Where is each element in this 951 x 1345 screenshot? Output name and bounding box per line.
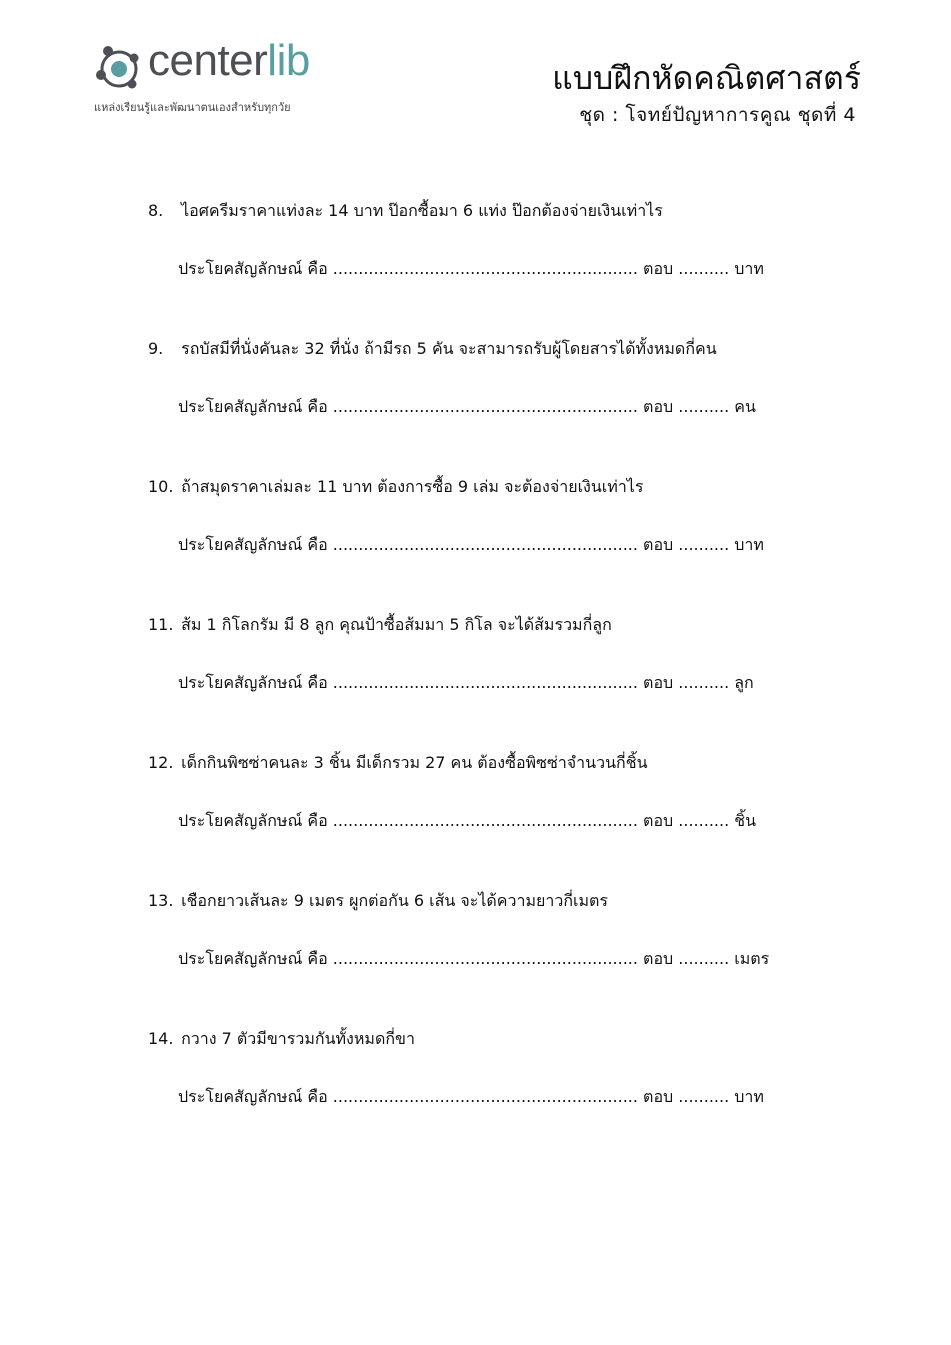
question-item [148, 1024, 848, 1162]
sentence-blank[interactable]: ............................................................ [332, 259, 638, 278]
sentence-blank[interactable]: ............................................................ [332, 1087, 638, 1106]
question-number: 12. [148, 753, 174, 772]
sentence-blank[interactable]: ............................................................ [332, 949, 638, 968]
answer-unit: บาท [734, 1087, 764, 1106]
logo-tagline: แหล่งเรียนรู้และพัฒนาตนเองสำหรับทุกวัย [94, 101, 291, 114]
question-text-line [148, 334, 848, 364]
answer-blank[interactable]: .......... [678, 811, 730, 830]
sentence-blank[interactable]: ............................................................ [332, 535, 638, 554]
question-text: กวาง 7 ตัวมีขารวมกันทั้งหมดกี่ขา [181, 1029, 415, 1048]
sentence-label: ประโยคสัญลักษณ์ คือ [178, 673, 328, 692]
answer-unit: ชิ้น [734, 811, 757, 830]
logo-word-center: center [148, 36, 268, 85]
question-item [148, 610, 848, 748]
question-text: ถ้าสมุดราคาเล่มละ 11 บาท ต้องการซื้อ 9 เล่ม จะต้องจ่ายเงินเท่าไร [181, 477, 644, 496]
answer-unit: เมตร [734, 949, 770, 968]
question-text: ส้ม 1 กิโลกรัม มี 8 ลูก คุณป้าซื้อส้มมา 5 กิโล จะได้ส้มรวมกี่ลูก [181, 615, 612, 634]
answer-label: ตอบ [643, 811, 674, 830]
question-number: 11. [148, 615, 174, 634]
question-item [148, 472, 848, 610]
question-text: รถบัสมีที่นั่งคันละ 32 ที่นั่ง ถ้ามีรถ 5 คัน จะสามารถรับผู้โดยสารได้ทั้งหมดกี่คน [181, 339, 717, 358]
question-number: 10. [148, 477, 174, 496]
molecule-logo-icon [92, 42, 146, 96]
sentence-blank[interactable]: ............................................................ [332, 673, 638, 692]
answer-label: ตอบ [643, 535, 674, 554]
question-number: 8. [148, 201, 164, 220]
sentence-blank[interactable]: ............................................................ [332, 397, 638, 416]
answer-line [178, 944, 848, 974]
question-text: เชือกยาวเส้นละ 9 เมตร ผูกต่อกัน 6 เส้น จะได้ความยาวกี่เมตร [181, 891, 609, 910]
question-text-line [148, 472, 848, 502]
sentence-label: ประโยคสัญลักษณ์ คือ [178, 259, 328, 278]
answer-blank[interactable]: .......... [678, 397, 730, 416]
answer-line [178, 392, 848, 422]
answer-unit: ลูก [734, 673, 754, 692]
answer-line [178, 806, 848, 836]
answer-blank[interactable]: .......... [678, 1087, 730, 1106]
answer-blank[interactable]: .......... [678, 535, 730, 554]
question-item [148, 196, 848, 334]
answer-blank[interactable]: .......... [678, 259, 730, 278]
question-item [148, 334, 848, 472]
sentence-label: ประโยคสัญลักษณ์ คือ [178, 397, 328, 416]
answer-label: ตอบ [643, 259, 674, 278]
question-item [148, 886, 848, 1024]
page-title: แบบฝึกหัดคณิตศาสตร์ [552, 59, 861, 97]
answer-line [178, 254, 848, 284]
question-text-line [148, 748, 848, 778]
centerlib-logo [92, 36, 352, 122]
question-text: ไอศครีมราคาแท่งละ 14 บาท ป๊อกซื้อมา 6 แท่ง ป๊อกต้องจ่ายเงินเท่าไร [181, 201, 663, 220]
sentence-label: ประโยคสัญลักษณ์ คือ [178, 535, 328, 554]
question-number: 13. [148, 891, 174, 910]
answer-blank[interactable]: .......... [678, 949, 730, 968]
sentence-label: ประโยคสัญลักษณ์ คือ [178, 949, 328, 968]
question-text-line [148, 196, 848, 226]
question-number: 9. [148, 339, 164, 358]
logo-wordmark [148, 36, 310, 86]
question-number: 14. [148, 1029, 174, 1048]
answer-label: ตอบ [643, 949, 674, 968]
sentence-blank[interactable]: ............................................................ [332, 811, 638, 830]
question-text-line [148, 1024, 848, 1054]
answer-unit: บาท [734, 259, 764, 278]
question-text-line [148, 610, 848, 640]
sentence-label: ประโยคสัญลักษณ์ คือ [178, 1087, 328, 1106]
answer-unit: บาท [734, 535, 764, 554]
answer-line [178, 530, 848, 560]
question-text-line [148, 886, 848, 916]
logo-word-lib: lib [267, 36, 310, 85]
answer-label: ตอบ [643, 673, 674, 692]
question-list [148, 196, 848, 1162]
question-text: เด็กกินพิซซ่าคนละ 3 ชิ้น มีเด็กรวม 27 คน ต้องซื้อพิซซ่าจำนวนกี่ชิ้น [181, 753, 648, 772]
answer-unit: คน [734, 397, 756, 416]
sentence-label: ประโยคสัญลักษณ์ คือ [178, 811, 328, 830]
page-subtitle: ชุด : โจทย์ปัญหาการคูณ ชุดที่ 4 [579, 104, 856, 126]
answer-blank[interactable]: .......... [678, 673, 730, 692]
answer-line [178, 668, 848, 698]
answer-label: ตอบ [643, 397, 674, 416]
question-item [148, 748, 848, 886]
answer-label: ตอบ [643, 1087, 674, 1106]
answer-line [178, 1082, 848, 1112]
